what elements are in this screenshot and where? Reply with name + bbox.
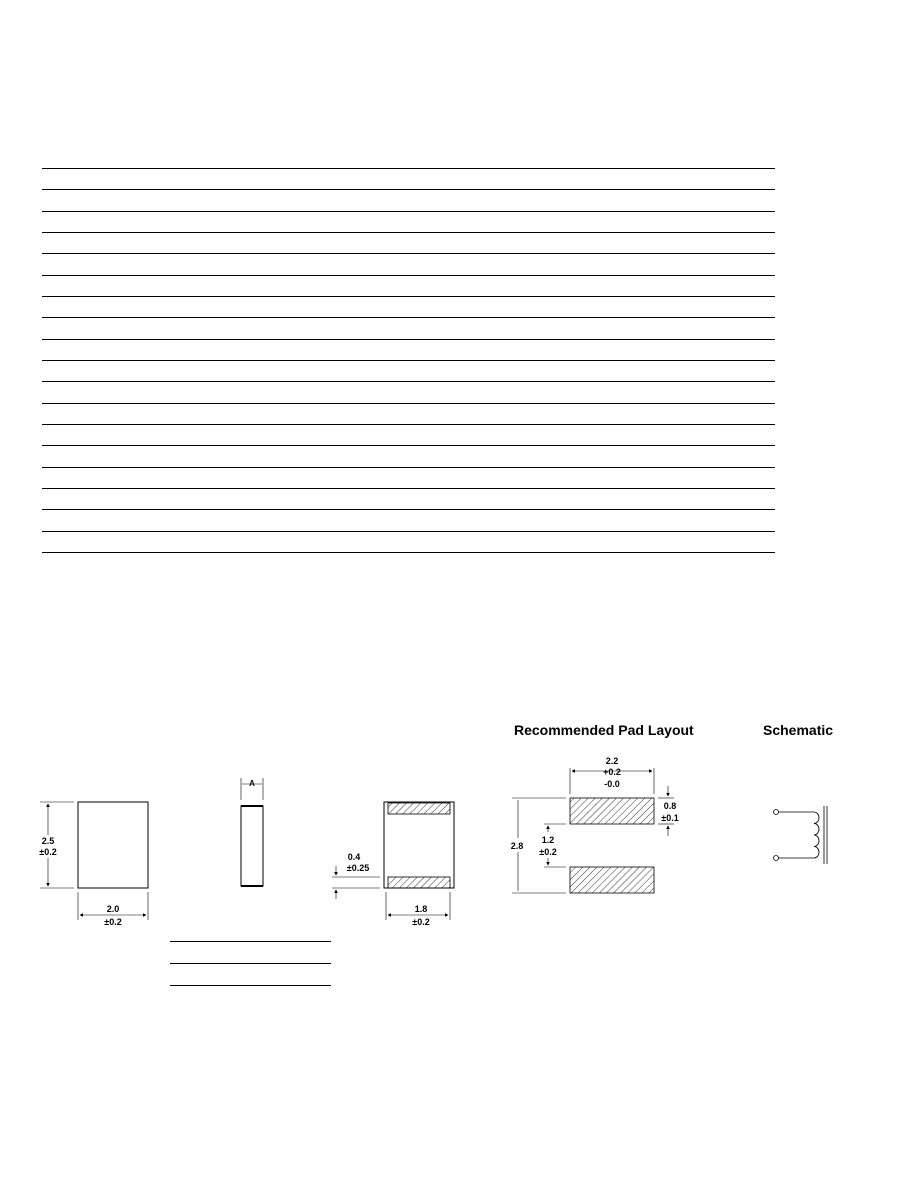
dimension-table-rule bbox=[170, 941, 331, 942]
top-width-value: 2.0 bbox=[106, 904, 120, 914]
top-height-value: 2.5 bbox=[41, 836, 55, 846]
pad-height-tol: ±0.1 bbox=[661, 813, 679, 823]
bottom-view bbox=[332, 802, 454, 927]
bottom-width-tol: ±0.2 bbox=[412, 917, 430, 927]
bottom-term-value: 0.4 bbox=[347, 852, 361, 862]
top-height-tol: ±0.2 bbox=[39, 847, 57, 857]
pad-gap-tol: ±0.2 bbox=[539, 847, 557, 857]
bottom-width-value: 1.8 bbox=[414, 904, 428, 914]
side-thickness-label: A bbox=[249, 779, 255, 788]
top-view bbox=[39, 802, 148, 927]
side-view bbox=[241, 778, 263, 886]
pad-layout-drawing bbox=[511, 756, 679, 893]
inductor-schematic-icon bbox=[774, 806, 828, 864]
schematic-heading: Schematic bbox=[763, 722, 834, 738]
bottom-term-tol: ±0.25 bbox=[346, 863, 370, 873]
pad-width-value: 2.2 bbox=[605, 756, 619, 766]
dimension-table-rule bbox=[170, 985, 331, 986]
pad-layout-heading: Recommended Pad Layout bbox=[514, 722, 694, 738]
pad-gap-value: 1.2 bbox=[541, 835, 555, 845]
dimension-table-rule bbox=[170, 963, 331, 964]
pad-overall-value: 2.8 bbox=[510, 841, 524, 851]
pad-height-value: 0.8 bbox=[663, 801, 677, 811]
top-width-tol: ±0.2 bbox=[104, 917, 122, 927]
pad-width-tol-plus: +0.2 bbox=[603, 767, 621, 777]
pad-width-tol-minus: -0.0 bbox=[604, 779, 620, 789]
